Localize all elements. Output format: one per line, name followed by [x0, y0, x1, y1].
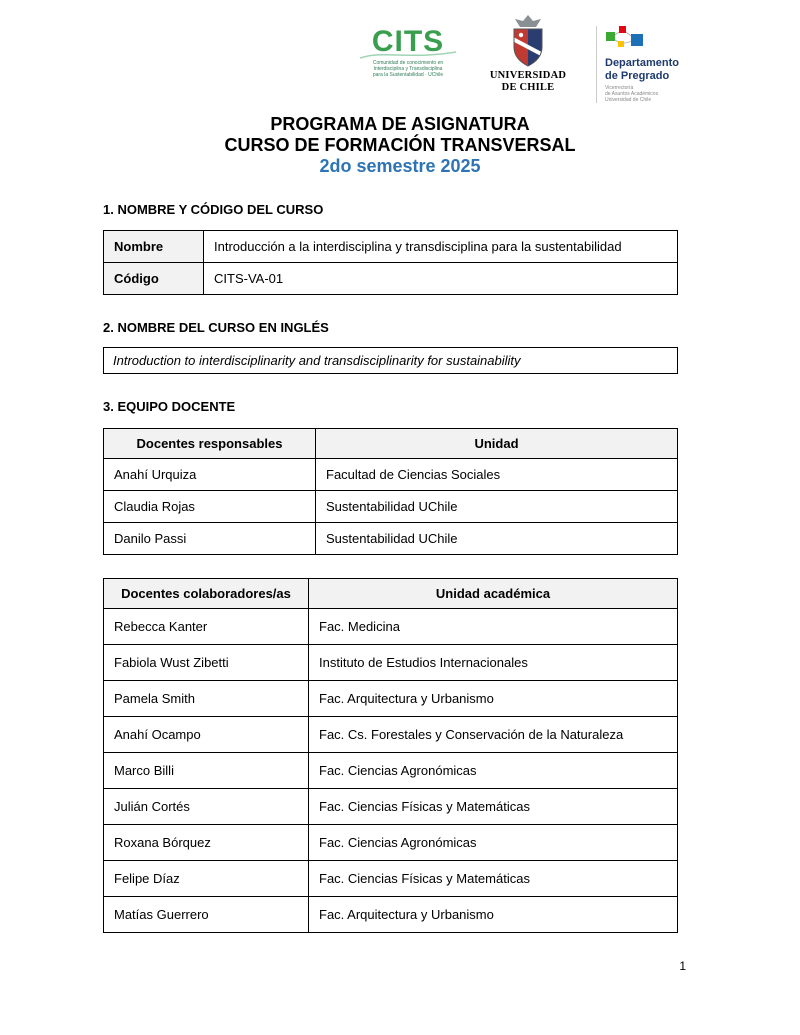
pregrado-squares-icon [605, 26, 647, 50]
docente-name-cell: Matías Guerrero [104, 897, 309, 933]
unidad-cell: Fac. Arquitectura y Urbanismo [309, 681, 678, 717]
page-number: 1 [679, 959, 686, 973]
cits-tagline [356, 60, 460, 78]
english-name-box [103, 347, 678, 374]
table-row [104, 263, 678, 295]
pregrado-title [605, 57, 692, 82]
table-row [104, 897, 678, 933]
field-value-codigo: CITS-VA-01 [204, 263, 678, 295]
column-header-unidad-academica: Unidad académica [309, 579, 678, 609]
docente-name-cell: Marco Billi [104, 753, 309, 789]
unidad-cell: Fac. Ciencias Agronómicas [309, 825, 678, 861]
docentes-colaboradores-table [103, 578, 678, 933]
field-label-codigo: Código [104, 263, 204, 295]
pregrado-title-line: Departamento [605, 57, 679, 69]
docente-name-cell: Roxana Bórquez [104, 825, 309, 861]
table-row [104, 717, 678, 753]
table-row [104, 609, 678, 645]
unidad-cell: Sustentabilidad UChile [316, 491, 678, 523]
table-header-row [104, 579, 678, 609]
doc-title [0, 114, 800, 177]
pregrado-subtitle-line: Vicerrectoría [605, 85, 634, 91]
unidad-cell: Sustentabilidad UChile [316, 523, 678, 555]
unidad-cell: Fac. Medicina [309, 609, 678, 645]
unidad-cell: Instituto de Estudios Internacionales [309, 645, 678, 681]
pregrado-subtitle [605, 85, 692, 103]
docente-name-cell: Fabiola Wust Zibetti [104, 645, 309, 681]
uchile-logo [488, 14, 568, 94]
column-header-docentes-responsables: Docentes responsables [104, 429, 316, 459]
column-header-docentes-colaboradores: Docentes colaboradores/as [104, 579, 309, 609]
docente-name-cell: Claudia Rojas [104, 491, 316, 523]
table-row [104, 825, 678, 861]
docente-name-cell: Julián Cortés [104, 789, 309, 825]
column-header-unidad: Unidad [316, 429, 678, 459]
docentes-responsables-table [103, 428, 678, 555]
section1-heading: 1. NOMBRE Y CÓDIGO DEL CURSO [103, 202, 324, 217]
course-name-code-table [103, 230, 678, 295]
table-row [104, 459, 678, 491]
field-value-nombre: Introducción a la interdisciplina y transdisciplina para la sustentabilidad [204, 231, 678, 263]
uchile-name-line: DE CHILE [501, 82, 555, 93]
section3-heading: 3. EQUIPO DOCENTE [103, 399, 236, 414]
cits-tagline-line: para la Sustentabilidad · UChile [372, 72, 444, 78]
docente-name-cell: Rebecca Kanter [104, 609, 309, 645]
section2-heading: 2. NOMBRE DEL CURSO EN INGLÉS [103, 320, 329, 335]
pregrado-logo [596, 26, 692, 103]
unidad-cell: Fac. Ciencias Físicas y Matemáticas [309, 789, 678, 825]
table-row [104, 861, 678, 897]
cits-wave-icon [360, 47, 456, 59]
docente-name-cell: Anahí Urquiza [104, 459, 316, 491]
unidad-cell: Fac. Ciencias Agronómicas [309, 753, 678, 789]
cits-wordmark: CITS [371, 25, 445, 58]
title-line-2: CURSO DE FORMACIÓN TRANSVERSAL [224, 135, 576, 155]
pregrado-title-line: de Pregrado [605, 69, 670, 82]
table-row [104, 753, 678, 789]
cits-tagline-line: Interdisciplina y Transdisciplina [373, 66, 443, 72]
pregrado-subtitle-line: de Asuntos Académicos [605, 91, 659, 97]
docente-name-cell: Danilo Passi [104, 523, 316, 555]
semester-line: 2do semestre 2025 [319, 156, 481, 176]
uchile-shield-icon [505, 14, 551, 68]
unidad-cell: Fac. Ciencias Físicas y Matemáticas [309, 861, 678, 897]
table-row [104, 523, 678, 555]
docente-name-cell: Pamela Smith [104, 681, 309, 717]
docente-name-cell: Anahí Ocampo [104, 717, 309, 753]
english-name-text: Introduction to interdisciplinarity and transdisciplinarity for sustainability [113, 353, 521, 368]
table-row [104, 645, 678, 681]
table-header-row [104, 429, 678, 459]
table-row [104, 789, 678, 825]
uchile-name-line: UNIVERSIDAD [489, 70, 567, 81]
cits-tagline-line: Comunidad de conocimiento en [372, 60, 444, 66]
document-body [103, 202, 678, 933]
title-line-1: PROGRAMA DE ASIGNATURA [270, 114, 530, 134]
header-logos [0, 0, 800, 103]
table-row [104, 681, 678, 717]
cits-logo [356, 26, 460, 78]
unidad-cell: Fac. Cs. Forestales y Conservación de la Naturaleza [309, 717, 678, 753]
unidad-cell: Facultad de Ciencias Sociales [316, 459, 678, 491]
field-label-nombre: Nombre [104, 231, 204, 263]
unidad-cell: Fac. Arquitectura y Urbanismo [309, 897, 678, 933]
pregrado-subtitle-line: Universidad de Chile [605, 97, 652, 103]
uchile-name [490, 70, 566, 94]
table-row [104, 491, 678, 523]
docente-name-cell: Felipe Díaz [104, 861, 309, 897]
table-row [104, 231, 678, 263]
